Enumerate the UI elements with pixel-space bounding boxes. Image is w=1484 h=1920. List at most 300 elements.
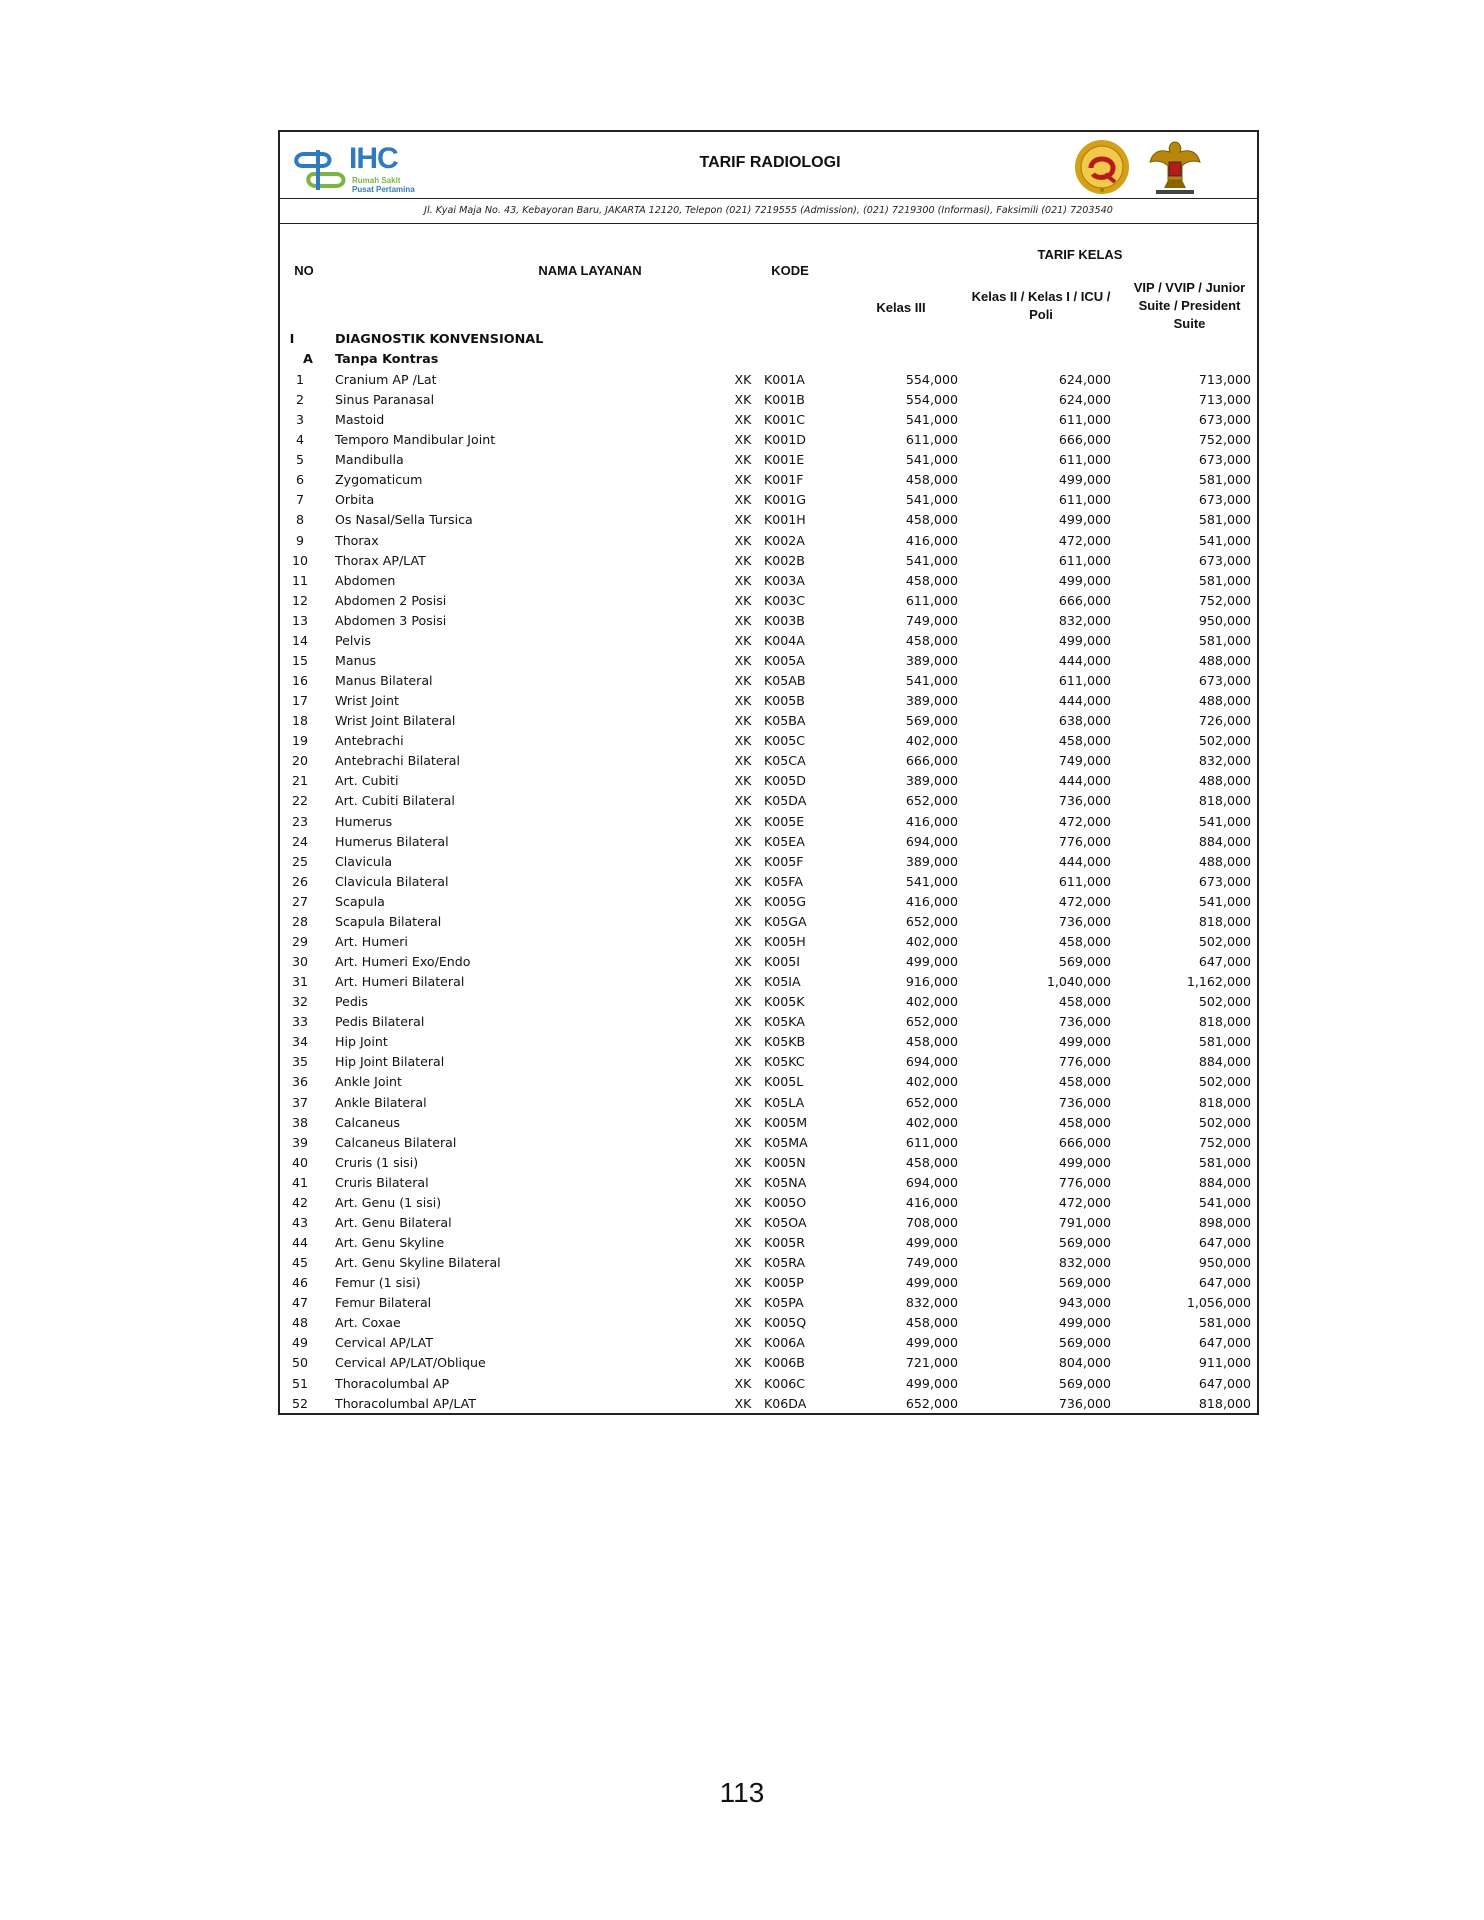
- cell-no: 19: [291, 733, 309, 749]
- cell-code: K05FA: [764, 873, 803, 889]
- cell-name: Clavicula Bilateral: [335, 873, 449, 889]
- cell-xk: XK: [734, 1014, 752, 1030]
- cell-k2: 499,000: [1058, 1034, 1111, 1050]
- cell-code: K005C: [764, 733, 806, 749]
- cell-k2: 776,000: [1058, 1054, 1111, 1070]
- cell-k3: 389,000: [905, 693, 958, 709]
- cell-k2: 458,000: [1058, 1074, 1111, 1090]
- cell-k2: 832,000: [1058, 1255, 1111, 1271]
- cell-k3: 402,000: [905, 733, 958, 749]
- table-row: [280, 932, 1257, 952]
- cell-k3: 541,000: [905, 552, 958, 568]
- cell-no: 24: [291, 833, 309, 849]
- cell-name: Art. Humeri Exo/Endo: [335, 954, 471, 970]
- cell-no: 17: [291, 693, 309, 709]
- cell-k2: 499,000: [1058, 1315, 1111, 1331]
- cell-k3: 611,000: [905, 1134, 958, 1150]
- cell-name: Cruris Bilateral: [335, 1174, 429, 1190]
- cell-no: 42: [291, 1194, 309, 1210]
- cell-k2: 444,000: [1058, 773, 1111, 789]
- subsection-name: Tanpa Kontras: [335, 352, 439, 367]
- cell-no: 39: [291, 1134, 309, 1150]
- table-row: [280, 872, 1257, 892]
- cell-k3: 458,000: [905, 1154, 958, 1170]
- cell-name: Zygomaticum: [335, 472, 423, 488]
- cell-k2: 776,000: [1058, 833, 1111, 849]
- cell-no: 4: [295, 432, 304, 448]
- cell-vip: 713,000: [1198, 392, 1251, 408]
- table-row: [280, 992, 1257, 1012]
- cell-k3: 541,000: [905, 452, 958, 468]
- document-header: [280, 132, 1257, 199]
- cell-k3: 611,000: [905, 592, 958, 608]
- cell-k2: 569,000: [1058, 954, 1111, 970]
- cell-k3: 708,000: [905, 1214, 958, 1230]
- cell-vip: 818,000: [1198, 1395, 1251, 1411]
- cell-xk: XK: [734, 1054, 752, 1070]
- cell-name: Art. Cubiti Bilateral: [335, 793, 455, 809]
- cell-vip: 898,000: [1198, 1214, 1251, 1230]
- cell-code: K006C: [764, 1375, 806, 1391]
- cell-name: Thoracolumbal AP: [335, 1375, 450, 1391]
- cell-name: Mastoid: [335, 412, 385, 428]
- table-row: [280, 1072, 1257, 1092]
- cell-k3: 499,000: [905, 1275, 958, 1291]
- table-row: [280, 1153, 1257, 1173]
- cell-name: Thoracolumbal AP/LAT: [335, 1395, 476, 1411]
- cell-xk: XK: [734, 532, 752, 548]
- table-row: [280, 450, 1257, 470]
- logo-subtitle-1: Rumah Sakit: [352, 176, 401, 185]
- cell-k3: 652,000: [905, 793, 958, 809]
- cell-name: Humerus: [335, 813, 393, 829]
- cell-xk: XK: [734, 612, 752, 628]
- address-line: Jl. Kyai Maja No. 43, Kebayoran Baru, JAKARTA 12120, Telepon (021) 7219555 (Admission), (021) 7219300 (Informasi), Faksimili (021) 7203540: [280, 199, 1257, 224]
- cell-code: K005R: [764, 1235, 806, 1250]
- table-row: [280, 1093, 1257, 1113]
- cell-k3: 458,000: [905, 472, 958, 488]
- cell-k2: 458,000: [1058, 1114, 1111, 1130]
- cell-vip: 647,000: [1198, 954, 1251, 970]
- cell-name: Art. Humeri Bilateral: [335, 974, 465, 990]
- cell-k3: 832,000: [905, 1295, 958, 1311]
- cell-vip: 502,000: [1198, 1074, 1251, 1090]
- col-header-vip: VIP / VVIP / Junior Suite / President Suite: [1133, 280, 1246, 331]
- cell-code: K001E: [764, 452, 805, 468]
- cell-no: 29: [291, 933, 309, 949]
- cell-no: 18: [291, 713, 309, 729]
- cell-k3: 694,000: [905, 833, 958, 849]
- cell-vip: 581,000: [1198, 632, 1251, 648]
- table-row: [280, 771, 1257, 791]
- cell-xk: XK: [734, 1214, 752, 1230]
- section-name: DIAGNOSTIK KONVENSIONAL: [335, 332, 544, 347]
- cell-no: 2: [295, 392, 304, 408]
- cell-vip: 502,000: [1198, 1114, 1251, 1130]
- table-row: [280, 390, 1257, 410]
- cell-k2: 804,000: [1058, 1355, 1111, 1371]
- logo-subtitle-2: Pusat Pertamina: [352, 185, 415, 194]
- ihc-logo: [292, 142, 442, 194]
- cell-k2: 666,000: [1058, 592, 1111, 608]
- table-row: [280, 1374, 1257, 1394]
- cell-code: K05IA: [764, 974, 801, 990]
- cell-no: 26: [291, 873, 309, 889]
- cell-k2: 624,000: [1058, 392, 1111, 408]
- table-row: [280, 852, 1257, 872]
- cell-name: Cervical AP/LAT/Oblique: [335, 1355, 486, 1371]
- cell-code: K001B: [764, 392, 805, 408]
- cell-k3: 499,000: [905, 954, 958, 970]
- cell-code: K005B: [764, 693, 805, 709]
- cell-name: Art. Humeri: [335, 933, 408, 949]
- cell-name: Humerus Bilateral: [335, 833, 449, 849]
- cell-no: 49: [291, 1335, 309, 1351]
- table-row: [280, 490, 1257, 510]
- col-header-code: KODE: [771, 263, 809, 278]
- table-row: [280, 671, 1257, 691]
- cell-code: K05GA: [764, 913, 807, 929]
- cell-xk: XK: [734, 733, 752, 749]
- cell-xk: XK: [734, 652, 752, 668]
- table-row: [280, 751, 1257, 771]
- cell-name: Mandibulla: [335, 452, 404, 468]
- cell-vip: 950,000: [1198, 612, 1251, 628]
- cell-code: K05LA: [764, 1094, 805, 1110]
- col-header-no: NO: [294, 263, 314, 278]
- cell-name: Cervical AP/LAT: [335, 1335, 433, 1351]
- logo-text: IHC: [349, 142, 398, 175]
- cell-code: K003A: [764, 572, 805, 588]
- cell-name: Antebrachi Bilateral: [335, 753, 461, 769]
- cell-k3: 554,000: [905, 372, 958, 387]
- cell-name: Ankle Bilateral: [335, 1094, 427, 1110]
- cell-name: Abdomen: [335, 572, 396, 588]
- table-row: [280, 470, 1257, 490]
- table-row: [280, 952, 1257, 972]
- ihc-cross-icon: [292, 146, 348, 194]
- table-row: [280, 1012, 1257, 1032]
- cell-vip: 818,000: [1198, 1094, 1251, 1110]
- table-row: [280, 832, 1257, 852]
- cell-xk: XK: [734, 572, 752, 588]
- cell-code: K005N: [764, 1154, 806, 1170]
- cell-vip: 818,000: [1198, 913, 1251, 929]
- table-row: [280, 892, 1257, 912]
- cell-k2: 638,000: [1058, 713, 1111, 729]
- cell-vip: 502,000: [1198, 933, 1251, 949]
- cell-xk: XK: [734, 933, 752, 949]
- table-row: [280, 1133, 1257, 1153]
- table-row: [280, 711, 1257, 731]
- cell-name: Abdomen 2 Posisi: [335, 592, 447, 608]
- cell-k3: 541,000: [905, 873, 958, 889]
- cell-k3: 416,000: [905, 813, 958, 829]
- cell-xk: XK: [734, 833, 752, 849]
- cell-k3: 916,000: [905, 974, 958, 990]
- cell-k2: 569,000: [1058, 1335, 1111, 1351]
- cell-vip: 752,000: [1198, 1134, 1251, 1150]
- table-row: [280, 1173, 1257, 1193]
- cell-no: 45: [291, 1255, 309, 1271]
- cell-k2: 611,000: [1058, 552, 1111, 568]
- cell-k2: 611,000: [1058, 452, 1111, 468]
- cell-name: Ankle Joint: [335, 1074, 402, 1090]
- table-row: [280, 531, 1257, 551]
- cell-xk: XK: [734, 432, 752, 448]
- cell-xk: XK: [734, 592, 752, 608]
- cell-k3: 749,000: [905, 612, 958, 628]
- cell-k3: 666,000: [905, 753, 958, 769]
- cell-vip: 581,000: [1198, 512, 1251, 528]
- cell-name: Wrist Joint Bilateral: [335, 713, 456, 729]
- cell-name: Pedis Bilateral: [335, 1014, 425, 1030]
- cell-xk: XK: [734, 713, 752, 729]
- cell-no: 7: [295, 492, 304, 508]
- cell-k2: 458,000: [1058, 733, 1111, 749]
- cell-k3: 416,000: [905, 893, 958, 909]
- cell-no: 13: [291, 612, 309, 628]
- table-row: [280, 731, 1257, 751]
- cell-name: Wrist Joint: [335, 693, 399, 709]
- cell-xk: XK: [734, 1094, 752, 1110]
- cell-code: K001F: [764, 472, 804, 488]
- cell-k2: 499,000: [1058, 472, 1111, 488]
- cell-no: 33: [291, 1014, 309, 1030]
- cell-vip: 673,000: [1198, 452, 1251, 468]
- table-row: [280, 1032, 1257, 1052]
- cell-vip: 884,000: [1198, 833, 1251, 849]
- cell-xk: XK: [734, 492, 752, 508]
- cell-xk: XK: [734, 632, 752, 648]
- cell-xk: XK: [734, 1275, 752, 1291]
- cell-vip: 647,000: [1198, 1335, 1251, 1351]
- cell-k3: 499,000: [905, 1335, 958, 1351]
- cell-code: K006A: [764, 1335, 805, 1351]
- cell-code: K006B: [764, 1355, 805, 1371]
- cell-name: Temporo Mandibular Joint: [335, 432, 496, 448]
- cell-xk: XK: [734, 1174, 752, 1190]
- cell-k2: 611,000: [1058, 673, 1111, 689]
- cell-k3: 389,000: [905, 853, 958, 869]
- cell-k2: 736,000: [1058, 913, 1111, 929]
- cell-vip: 752,000: [1198, 432, 1251, 448]
- cell-k3: 652,000: [905, 913, 958, 929]
- table-row: [280, 510, 1257, 530]
- cell-code: K05KA: [764, 1014, 805, 1030]
- cell-name: Art. Genu Bilateral: [335, 1214, 452, 1230]
- cell-k2: 569,000: [1058, 1235, 1111, 1250]
- cell-k3: 749,000: [905, 1255, 958, 1271]
- cell-code: K002A: [764, 532, 805, 548]
- cell-name: Cruris (1 sisi): [335, 1154, 419, 1170]
- page-title: TARIF RADIOLOGI: [699, 154, 841, 171]
- cell-k3: 541,000: [905, 673, 958, 689]
- table-row: [280, 912, 1257, 932]
- cell-name: Art. Coxae: [335, 1315, 401, 1331]
- cell-code: K005F: [764, 853, 804, 869]
- cell-xk: XK: [734, 753, 752, 769]
- cell-k2: 444,000: [1058, 652, 1111, 668]
- cell-xk: XK: [734, 512, 752, 528]
- cell-name: Manus: [335, 652, 377, 668]
- cell-code: K05KC: [764, 1054, 805, 1070]
- cell-code: K05OA: [764, 1214, 807, 1230]
- cell-k3: 402,000: [905, 1114, 958, 1130]
- cell-xk: XK: [734, 1295, 752, 1311]
- table-row: [280, 1394, 1257, 1414]
- cell-xk: XK: [734, 452, 752, 468]
- cell-no: 47: [291, 1295, 309, 1311]
- cell-k2: 458,000: [1058, 933, 1111, 949]
- cell-vip: 541,000: [1198, 1194, 1251, 1210]
- cell-vip: 488,000: [1198, 652, 1251, 668]
- cell-xk: XK: [734, 1194, 752, 1210]
- subsection-row: [280, 350, 1257, 370]
- cell-code: K005A: [764, 652, 805, 668]
- cell-name: Manus Bilateral: [335, 673, 433, 689]
- cell-no: 35: [291, 1054, 309, 1070]
- cell-k2: 499,000: [1058, 632, 1111, 648]
- cell-code: K005K: [764, 994, 805, 1010]
- cell-code: K005L: [764, 1074, 804, 1090]
- table-row: [280, 1353, 1257, 1373]
- cell-k2: 749,000: [1058, 753, 1111, 769]
- cell-k3: 652,000: [905, 1094, 958, 1110]
- cell-no: 22: [291, 793, 309, 809]
- cell-no: 3: [295, 412, 304, 428]
- cell-no: 10: [291, 552, 309, 568]
- cell-name: Hip Joint: [335, 1034, 388, 1050]
- cell-name: Thorax: [335, 532, 379, 548]
- table-row: [280, 691, 1257, 711]
- cell-name: Hip Joint Bilateral: [335, 1054, 445, 1070]
- cell-code: K05NA: [764, 1174, 807, 1190]
- cell-code: K005G: [764, 893, 807, 909]
- cell-name: Sinus Paranasal: [335, 392, 435, 408]
- table-row: [280, 410, 1257, 430]
- cell-code: K003B: [764, 612, 805, 628]
- cell-xk: XK: [734, 1255, 752, 1271]
- cell-k3: 416,000: [905, 1194, 958, 1210]
- cell-xk: XK: [734, 853, 752, 869]
- cell-k2: 458,000: [1058, 994, 1111, 1010]
- cell-no: 51: [291, 1375, 309, 1391]
- col-header-tarif-kelas: TARIF KELAS: [1037, 247, 1123, 262]
- cell-no: 34: [291, 1034, 309, 1050]
- cell-xk: XK: [734, 673, 752, 689]
- cell-code: K005D: [764, 773, 806, 789]
- cell-k3: 569,000: [905, 713, 958, 729]
- cell-xk: XK: [734, 1034, 752, 1050]
- cell-xk: XK: [734, 873, 752, 889]
- cell-vip: 673,000: [1198, 492, 1251, 508]
- table-row: [280, 1333, 1257, 1353]
- cell-code: K005M: [764, 1114, 808, 1130]
- table-row: [280, 791, 1257, 811]
- table-row: [280, 972, 1257, 992]
- cell-k2: 832,000: [1058, 612, 1111, 628]
- col-header-name: NAMA LAYANAN: [538, 263, 642, 278]
- cell-no: 40: [291, 1154, 309, 1170]
- cell-name: Thorax AP/LAT: [335, 552, 426, 568]
- cell-code: K05KB: [764, 1034, 806, 1050]
- table-row: [280, 551, 1257, 571]
- cell-xk: XK: [734, 893, 752, 909]
- table-row: [280, 1233, 1257, 1253]
- cell-vip: 488,000: [1198, 853, 1251, 869]
- cell-vip: 818,000: [1198, 1014, 1251, 1030]
- cell-xk: XK: [734, 412, 752, 428]
- cell-xk: XK: [734, 1315, 752, 1331]
- cell-no: 36: [291, 1074, 309, 1090]
- cell-no: 25: [291, 853, 309, 869]
- cell-k2: 444,000: [1058, 693, 1111, 709]
- cell-code: K001H: [764, 512, 806, 528]
- table-row: [280, 1052, 1257, 1072]
- cell-vip: 1,056,000: [1186, 1295, 1251, 1311]
- cell-k3: 458,000: [905, 632, 958, 648]
- cell-vip: 541,000: [1198, 813, 1251, 829]
- cell-xk: XK: [734, 1074, 752, 1090]
- cell-name: Scapula: [335, 893, 385, 909]
- quality-seal-icon: [1073, 138, 1131, 196]
- col-header-kelas2: Kelas II / Kelas I / ICU / Poli: [971, 289, 1111, 322]
- section-row: [280, 330, 1257, 350]
- cell-no: 28: [291, 913, 309, 929]
- cell-k2: 499,000: [1058, 512, 1111, 528]
- cell-xk: XK: [734, 954, 752, 970]
- cell-k2: 776,000: [1058, 1174, 1111, 1190]
- cell-vip: 818,000: [1198, 793, 1251, 809]
- cell-k3: 389,000: [905, 652, 958, 668]
- cell-no: 52: [291, 1395, 309, 1411]
- cell-k3: 458,000: [905, 1315, 958, 1331]
- table-row: [280, 1253, 1257, 1273]
- cell-no: 48: [291, 1315, 309, 1331]
- cell-k2: 569,000: [1058, 1375, 1111, 1391]
- cell-no: 1: [295, 372, 304, 387]
- cell-name: Art. Cubiti: [335, 773, 399, 789]
- cell-code: K005O: [764, 1194, 807, 1210]
- cell-no: 43: [291, 1214, 309, 1230]
- tariff-document: [278, 130, 1259, 1415]
- cell-k3: 499,000: [905, 1375, 958, 1391]
- cell-k2: 499,000: [1058, 1154, 1111, 1170]
- cell-k3: 694,000: [905, 1174, 958, 1190]
- table-row: [280, 1193, 1257, 1213]
- cell-k3: 499,000: [905, 1235, 958, 1250]
- cell-xk: XK: [734, 773, 752, 789]
- cell-vip: 752,000: [1198, 592, 1251, 608]
- page-number: 113: [719, 1777, 765, 1808]
- cell-name: Clavicula: [335, 853, 393, 869]
- cell-vip: 647,000: [1198, 1275, 1251, 1291]
- cell-name: Art. Genu Skyline: [335, 1235, 445, 1250]
- cell-k2: 736,000: [1058, 1014, 1111, 1030]
- cell-k2: 472,000: [1058, 893, 1111, 909]
- cell-k3: 458,000: [905, 572, 958, 588]
- cell-k2: 499,000: [1058, 572, 1111, 588]
- cell-k3: 458,000: [905, 512, 958, 528]
- cell-vip: 581,000: [1198, 572, 1251, 588]
- cell-xk: XK: [734, 1134, 752, 1150]
- cell-xk: XK: [734, 994, 752, 1010]
- cell-xk: XK: [734, 372, 752, 387]
- cell-xk: XK: [734, 974, 752, 990]
- cell-code: K005E: [764, 813, 805, 829]
- cell-vip: 647,000: [1198, 1235, 1251, 1250]
